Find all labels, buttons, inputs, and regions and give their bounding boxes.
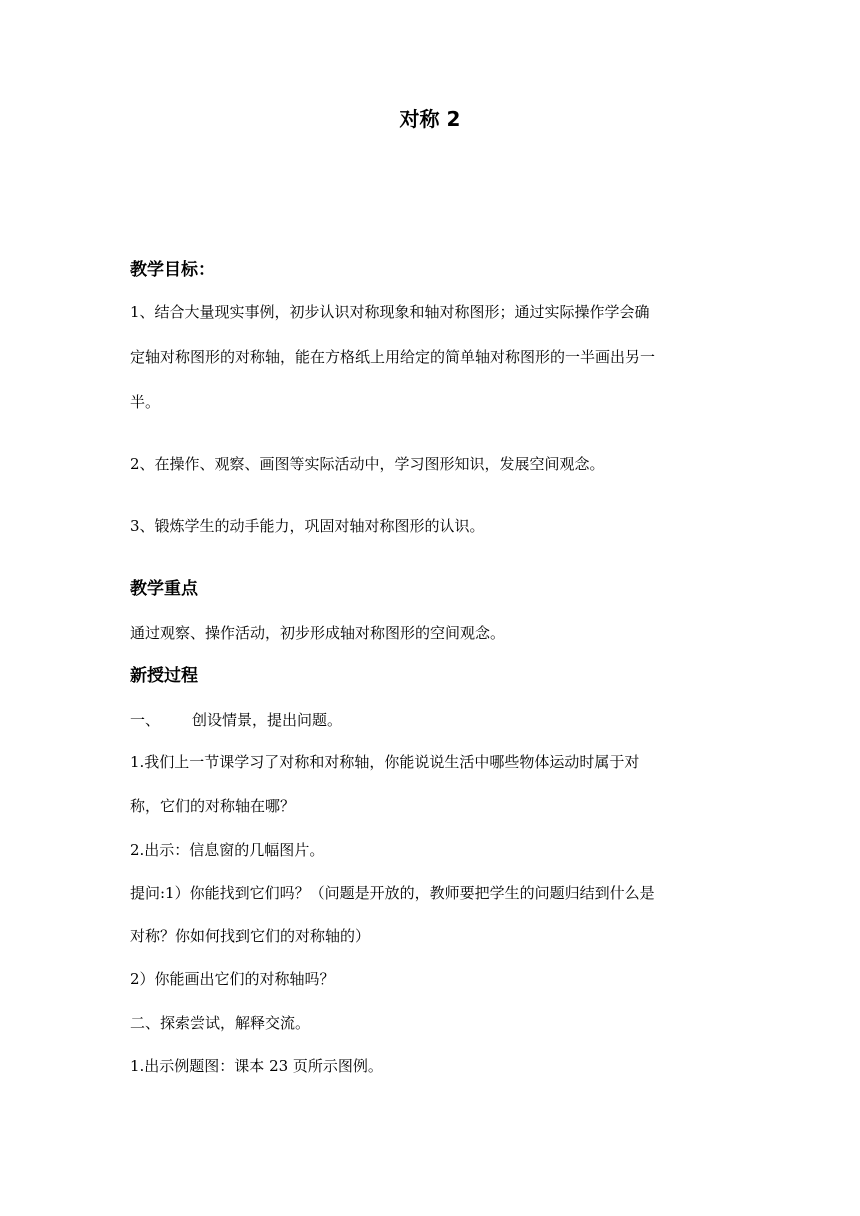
ask-line-2: 对称？你如何找到它们的对称轴的）	[130, 927, 371, 945]
ask-line-1: 提问:1）你能找到它们吗？（问题是开放的，教师要把学生的问题归结到什么是	[130, 884, 655, 902]
step-2: 二、探索尝试，解释交流。	[130, 1014, 311, 1032]
question-2: 2.出示：信息窗的几幅图片。	[130, 841, 325, 859]
goal-1-line-2: 定轴对称图形的对称轴，能在方格纸上用给定的简单轴对称图形的一半画出另一	[130, 348, 656, 366]
goals-heading: 教学目标：	[130, 260, 215, 280]
document-title: 对称 2	[399, 107, 461, 131]
goal-2: 2、在操作、观察、画图等实际活动中，学习图形知识，发展空间观念。	[130, 455, 605, 473]
step-1-label: 创设情景，提出问题。	[192, 711, 343, 729]
ask-2: 2）你能画出它们的对称轴吗？	[130, 970, 335, 988]
step-1-number: 一、	[130, 711, 161, 729]
focus-text: 通过观察、操作活动，初步形成轴对称图形的空间观念。	[130, 624, 506, 642]
goal-3: 3、锻炼学生的动手能力，巩固对轴对称图形的认识。	[130, 517, 485, 535]
focus-heading: 教学重点	[130, 579, 198, 599]
example-line: 1.出示例题图：课本 23 页所示图例。	[130, 1057, 383, 1075]
question-1-line-1: 1.我们上一节课学习了对称和对称轴，你能说说生活中哪些物体运动时属于对	[130, 753, 640, 771]
goal-1-line-1: 1、结合大量现实事例，初步认识对称现象和轴对称图形；通过实际操作学会确	[130, 303, 650, 321]
process-heading: 新授过程	[130, 666, 198, 686]
step-1	[130, 710, 342, 730]
question-1-line-2: 称，它们的对称轴在哪？	[130, 797, 296, 815]
goal-1-line-3: 半。	[130, 393, 161, 411]
